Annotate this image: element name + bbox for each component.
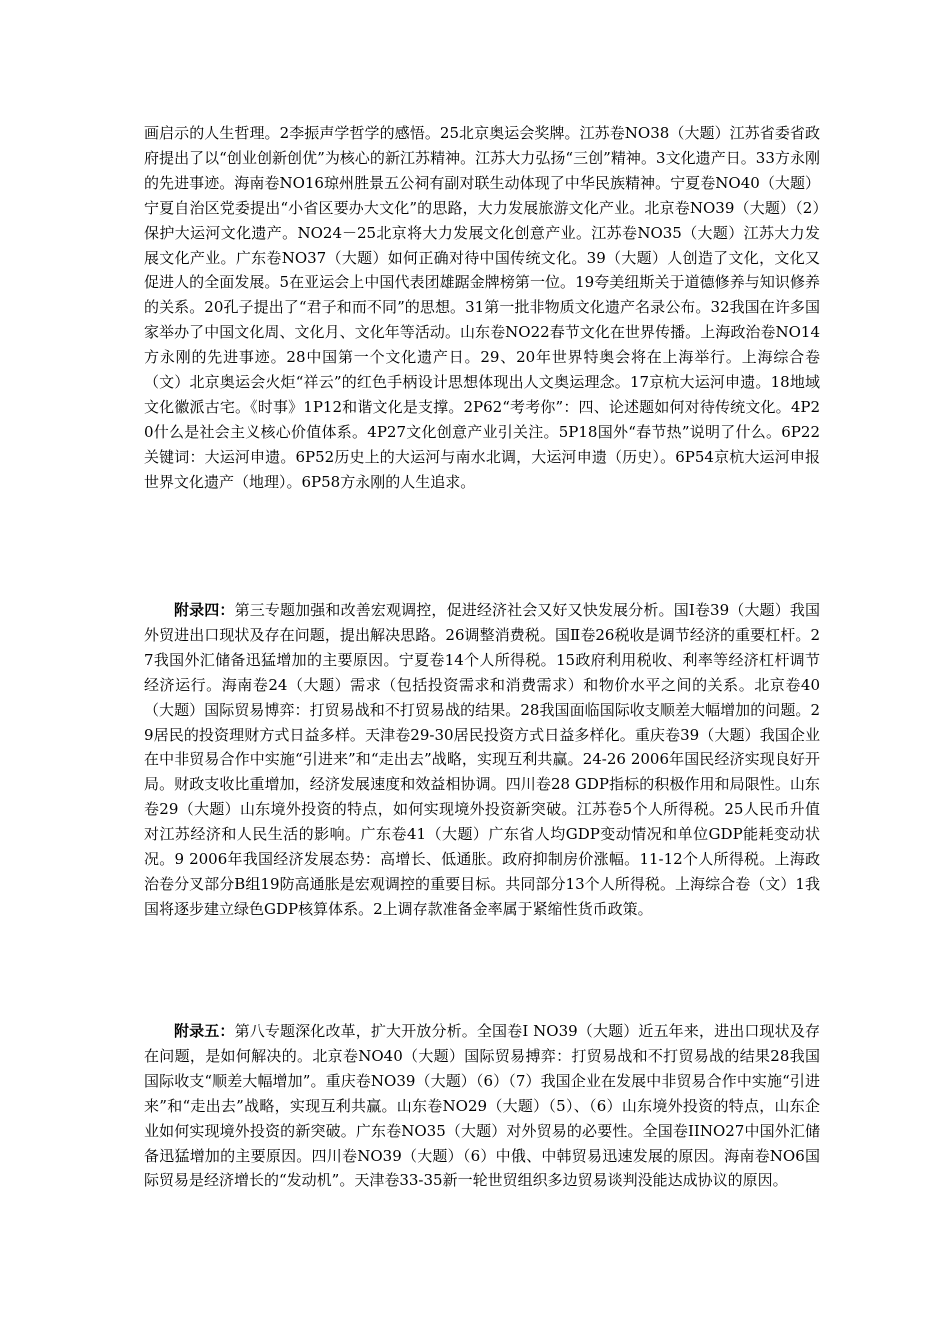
appendix-five — [144, 1019, 820, 1193]
appendix-five-heading: 附录五： — [174, 1022, 235, 1040]
paragraph-text: 画启示的人生哲理。2李振声学哲学的感悟。25北京奥运会奖牌。江苏卷NO38（大题）江苏省委省政府提出了以“创业创新创优”为核心的新江苏精神。江苏大力弘扬“三创”精神。3文化遗产日。33方永刚的先进事迹。海南卷NO16琼州胜景五公祠有副对联生动体现了中华民族精神。宁夏卷NO40（大题）宁夏自治区党委提出“小省区要办大文化”的思路，大力发展旅游文化产业。北京卷NO39（大题）（2）保护大运河文化遗产。NO24－25北京将大力发展文化创意产业。江苏卷NO35（大题）江苏大力发展文化产业。广东卷NO37（大题）如何正确对待中国传统文化。39（大题）人创造了文化，文化又促进人的全面发展。5在亚运会上中国代表团雄踞金牌榜第一位。19夸美纽斯关于道德修养与知识修养的关系。20孔子提出了“君子和而不同”的思想。31第一批非物质文化遗产名录公布。32我国在许多国家举办了中国文化周、文化月、文化年等活动。山东卷NO22春节文化在世界传播。上海政治卷NO14方永刚的先进事迹。28中国第一个文化遗产日。29、20年世界特奥会将在上海举行。上海综合卷（文）北京奥运会火炬“祥云”的红色手柄设计思想体现出人文奥运理念。17京杭大运河申遗。18地域文化徽派古宅。《时事》1P12和谐文化是支撑。2P62“考考你”：四、论述题如何对待传统文化。4P20什么是社会主义核心价值体系。4P27文化创意产业引关注。5P18国外“春节热”说明了什么。6P22关键词：大运河申遗。6P52历史上的大运河与南水北调，大运河申遗（历史）。6P54京杭大运河申报世界文化遗产（地理）。6P58方永刚的人生追求。 — [144, 124, 820, 491]
appendix-four-body: 第三专题加强和改善宏观调控，促进经济社会又好又快发展分析。国Ⅰ卷39（大题）我国外贸进出口现状及存在问题，提出解决思路。26调整消费税。国Ⅱ卷26税收是调节经济的重要杠杆。27我国外汇储备迅猛增加的主要原因。宁夏卷14个人所得税。15政府利用税收、利率等经济杠杆调节经济运行。海南卷24（大题）需求（包括投资需求和消费需求）和物价水平之间的关系。北京卷40（大题）国际贸易博弈：打贸易战和不打贸易战的结果。28我国面临国际收支顺差大幅增加的问题。29居民的投资理财方式日益多样。天津卷29-30居民投资方式日益多样化。重庆卷39（大题）我国企业在中非贸易合作中实施“引进来”和“走出去”战略，实现互利共赢。24-26 2006年国民经济实现良好开局。财政支收比重增加，经济发展速度和效益相协调。四川卷28 GDP指标的积极作用和局限性。山东卷29（大题）山东境外投资的特点，如何实现境外投资新突破。江苏卷5个人所得税。25人民币升值对江苏经济和人民生活的影响。广东卷41（大题）广东省人均GDP变动情况和单位GDP能耗变动状况。9 2006年我国经济发展态势：高增长、低通胀。政府抑制房价涨幅。11-12个人所得税。上海政治卷分叉部分B组19防高通胀是宏观调控的重要目标。共同部分13个人所得税。上海综合卷（文）1我国将逐步建立绿色GDP核算体系。2上调存款准备金率属于紧缩性货币政策。 — [144, 601, 820, 918]
paragraph-culture-topics — [144, 121, 820, 495]
appendix-four — [144, 598, 820, 922]
appendix-five-body: 第八专题深化改革，扩大开放分析。全国卷I NO39（大题）近五年来，进出口现状及存在问题，是如何解决的。北京卷NO40（大题）国际贸易搏弈：打贸易战和不打贸易战的结果28我国国际收支“顺差大幅增加”。重庆卷NO39（大题）（6）（7）我国企业在发展中非贸易合作中实施“引进来”和“走出去”战略，实现互利共赢。山东卷NO29（大题）（5）、（6）山东境外投资的特点，山东企业如何实现境外投资的新突破。广东卷NO35（大题）对外贸易的必要性。全国卷IINO27中国外汇储备迅猛增加的主要原因。四川卷NO39（大题）（6）中俄、中韩贸易迅速发展的原因。海南卷NO6国际贸易是经济增长的“发动机”。天津卷33-35新一轮世贸组织多边贸易谈判没能达成协议的原因。 — [144, 1022, 820, 1190]
appendix-four-heading: 附录四： — [174, 601, 235, 619]
